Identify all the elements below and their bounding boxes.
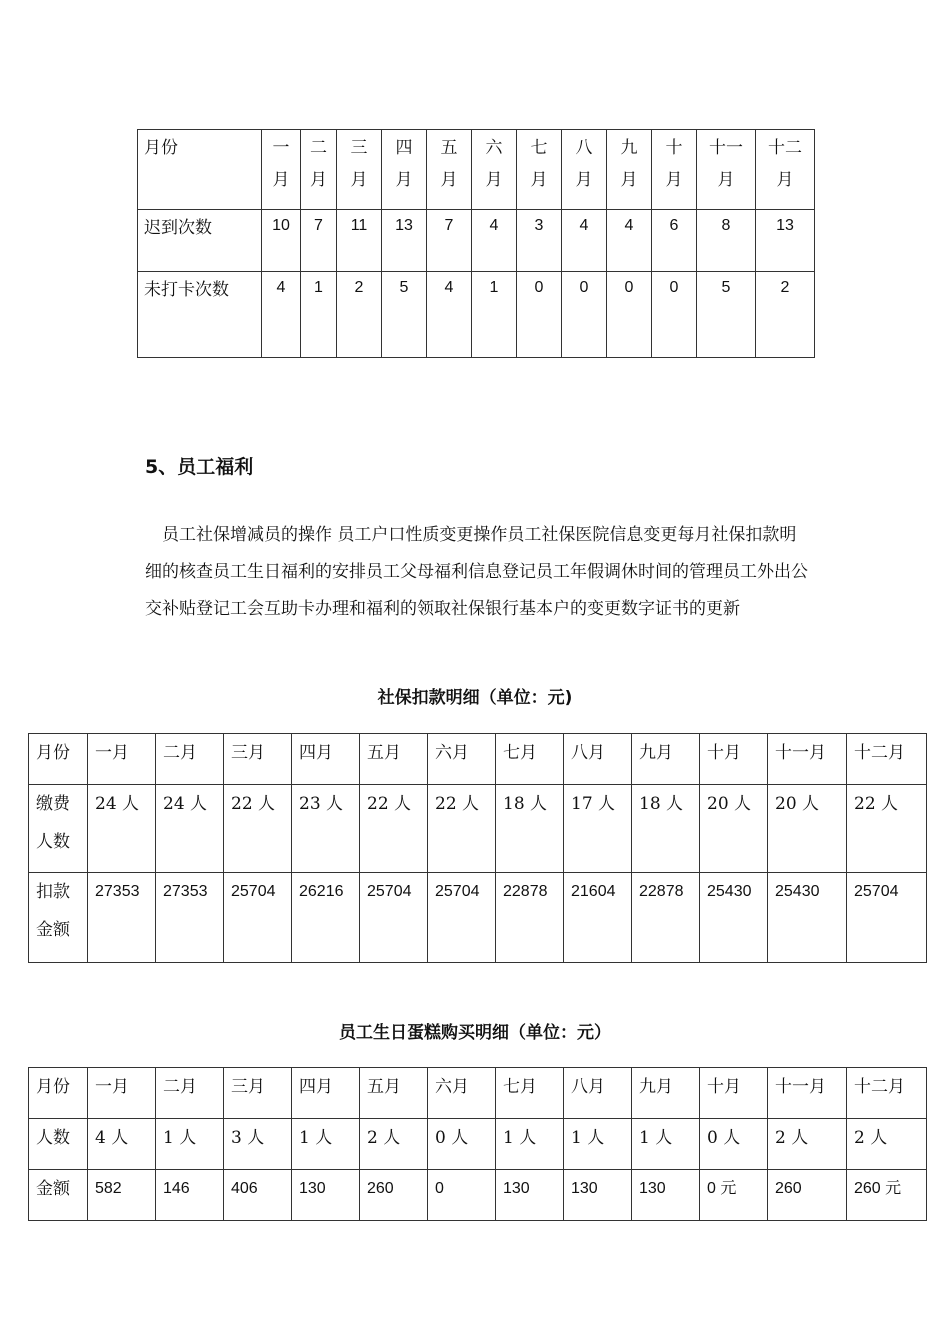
table-cell: 21604 xyxy=(564,873,632,963)
table-cell: 260 元 xyxy=(847,1170,927,1221)
table-cell: 20 人 xyxy=(768,785,847,873)
month-header: 六月 xyxy=(428,734,496,785)
table-cell: 4 人 xyxy=(88,1119,156,1170)
table-cell: 22 人 xyxy=(360,785,428,873)
table-cell: 0 人 xyxy=(700,1119,768,1170)
table-cell: 25704 xyxy=(847,873,927,963)
table-cell: 130 xyxy=(632,1170,700,1221)
month-header: 六月 xyxy=(428,1068,496,1119)
table-cell: 1 xyxy=(472,272,517,358)
table-cell: 8 xyxy=(697,210,756,272)
table-cell: 0 xyxy=(428,1170,496,1221)
table-cell: 3 人 xyxy=(224,1119,292,1170)
table-cell: 1 人 xyxy=(156,1119,224,1170)
month-header: 十一 月 xyxy=(697,130,756,210)
month-header: 二月 xyxy=(156,1068,224,1119)
table-row xyxy=(138,210,815,272)
table-cell: 25430 xyxy=(768,873,847,963)
header-label: 月份 xyxy=(29,1068,88,1119)
month-header: 六 月 xyxy=(472,130,517,210)
month-header: 十 月 xyxy=(652,130,697,210)
table-cell: 27353 xyxy=(88,873,156,963)
month-header: 九月 xyxy=(632,1068,700,1119)
table-cell: 1 人 xyxy=(632,1119,700,1170)
month-header: 八月 xyxy=(564,1068,632,1119)
table-row xyxy=(29,785,927,873)
table-cell: 25430 xyxy=(700,873,768,963)
table-cell: 2 人 xyxy=(360,1119,428,1170)
month-header: 十月 xyxy=(700,734,768,785)
table-cell: 130 xyxy=(292,1170,360,1221)
table-row xyxy=(29,873,927,963)
table-cell: 22878 xyxy=(496,873,564,963)
row-label: 未打卡次数 xyxy=(138,272,262,358)
table-cell: 0 xyxy=(607,272,652,358)
table-cell: 11 xyxy=(337,210,382,272)
section-paragraph: 员工社保增减员的操作 员工户口性质变更操作员工社保医院信息变更每月社保扣款明细的核查员工生日福利的安排员工父母福利信息登记员工年假调休时间的管理员工外出公交补贴登记工会互助卡办理和福利的领取社保银行基本户的变更数字证书的更新 xyxy=(145,525,808,619)
table-cell: 0 xyxy=(652,272,697,358)
month-header: 八 月 xyxy=(562,130,607,210)
month-header: 五月 xyxy=(360,734,428,785)
table-cell: 3 xyxy=(517,210,562,272)
table-cell: 22 人 xyxy=(428,785,496,873)
row-label: 扣款金额 xyxy=(29,873,88,963)
month-header: 二月 xyxy=(156,734,224,785)
table-cell: 25704 xyxy=(428,873,496,963)
table-header-row xyxy=(138,130,815,210)
table-cell: 1 xyxy=(301,272,337,358)
month-header: 一 月 xyxy=(262,130,301,210)
table-cell: 4 xyxy=(427,272,472,358)
month-header: 十一月 xyxy=(768,1068,847,1119)
table-cell: 0 人 xyxy=(428,1119,496,1170)
table-cell: 24 人 xyxy=(88,785,156,873)
table-row xyxy=(138,272,815,358)
row-label: 缴费人数 xyxy=(29,785,88,873)
month-header: 二 月 xyxy=(301,130,337,210)
month-header: 十二月 xyxy=(847,1068,927,1119)
table-cell: 4 xyxy=(472,210,517,272)
table-cell: 13 xyxy=(756,210,815,272)
month-header: 四 月 xyxy=(382,130,427,210)
table-cell: 260 xyxy=(360,1170,428,1221)
attendance-table xyxy=(137,129,815,358)
table-cell: 18 人 xyxy=(496,785,564,873)
table-cell: 27353 xyxy=(156,873,224,963)
month-header: 七月 xyxy=(496,1068,564,1119)
table-cell: 4 xyxy=(262,272,301,358)
table-cell: 1 人 xyxy=(496,1119,564,1170)
table-cell: 18 人 xyxy=(632,785,700,873)
table-cell: 25704 xyxy=(224,873,292,963)
table-cell: 7 xyxy=(427,210,472,272)
table-cell: 2 xyxy=(756,272,815,358)
table-cell: 10 xyxy=(262,210,301,272)
birthday-cake-table xyxy=(28,1067,927,1221)
table-cell: 25704 xyxy=(360,873,428,963)
row-label: 人数 xyxy=(29,1119,88,1170)
table-header-row xyxy=(29,734,927,785)
month-header: 十二月 xyxy=(847,734,927,785)
month-header: 九月 xyxy=(632,734,700,785)
month-header: 五月 xyxy=(360,1068,428,1119)
table-cell: 1 人 xyxy=(292,1119,360,1170)
table-cell: 130 xyxy=(564,1170,632,1221)
header-label: 月份 xyxy=(29,734,88,785)
table-cell: 5 xyxy=(697,272,756,358)
table-cell: 260 xyxy=(768,1170,847,1221)
table-cell: 2 xyxy=(337,272,382,358)
table-cell: 1 人 xyxy=(564,1119,632,1170)
month-header: 一月 xyxy=(88,734,156,785)
month-header: 三月 xyxy=(224,734,292,785)
table-cell: 4 xyxy=(607,210,652,272)
month-header: 一月 xyxy=(88,1068,156,1119)
header-label: 月份 xyxy=(138,130,262,210)
table-cell: 13 xyxy=(382,210,427,272)
table-cell: 22 人 xyxy=(224,785,292,873)
month-header: 十二 月 xyxy=(756,130,815,210)
table-cell: 23 人 xyxy=(292,785,360,873)
table-row xyxy=(29,1119,927,1170)
table-cell: 406 xyxy=(224,1170,292,1221)
table-cell: 0 xyxy=(562,272,607,358)
table-row xyxy=(29,1170,927,1221)
month-header: 十一月 xyxy=(768,734,847,785)
table-cell: 17 人 xyxy=(564,785,632,873)
table-cell: 24 人 xyxy=(156,785,224,873)
month-header: 四月 xyxy=(292,734,360,785)
month-header: 四月 xyxy=(292,1068,360,1119)
month-header: 三 月 xyxy=(337,130,382,210)
month-header: 五 月 xyxy=(427,130,472,210)
birthday-cake-table-caption: 员工生日蛋糕购买明细（单位：元） xyxy=(339,1023,611,1043)
social-security-table xyxy=(28,733,927,963)
table-cell: 0 xyxy=(517,272,562,358)
table-cell: 0 元 xyxy=(700,1170,768,1221)
month-header: 七月 xyxy=(496,734,564,785)
table-cell: 582 xyxy=(88,1170,156,1221)
table-cell: 2 人 xyxy=(768,1119,847,1170)
month-header: 三月 xyxy=(224,1068,292,1119)
table-cell: 2 人 xyxy=(847,1119,927,1170)
table-cell: 26216 xyxy=(292,873,360,963)
table-cell: 4 xyxy=(562,210,607,272)
row-label: 迟到次数 xyxy=(138,210,262,272)
table-cell: 20 人 xyxy=(700,785,768,873)
table-cell: 5 xyxy=(382,272,427,358)
month-header: 七 月 xyxy=(517,130,562,210)
row-label: 金额 xyxy=(29,1170,88,1221)
table-cell: 7 xyxy=(301,210,337,272)
table-cell: 130 xyxy=(496,1170,564,1221)
table-cell: 6 xyxy=(652,210,697,272)
section-heading: 5、员工福利 xyxy=(145,456,254,478)
month-header: 八月 xyxy=(564,734,632,785)
month-header: 九 月 xyxy=(607,130,652,210)
table-cell: 22878 xyxy=(632,873,700,963)
table-cell: 22 人 xyxy=(847,785,927,873)
table-cell: 146 xyxy=(156,1170,224,1221)
table-header-row xyxy=(29,1068,927,1119)
social-security-table-caption: 社保扣款明细（单位：元) xyxy=(377,688,573,708)
month-header: 十月 xyxy=(700,1068,768,1119)
